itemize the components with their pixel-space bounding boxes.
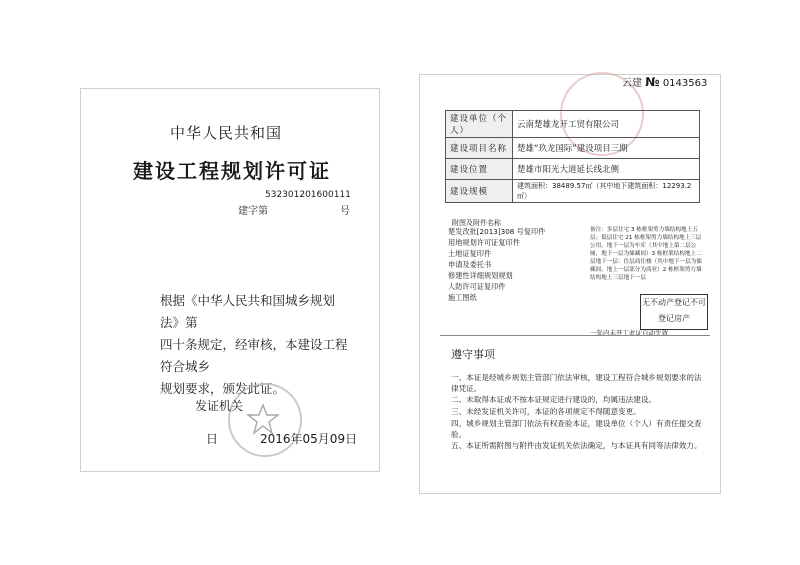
notice-rule: 四、城乡规划主管部门依法有权查验本证，建设单位（个人）有责任提交查验。 <box>451 419 702 439</box>
row-value: 云南楚雄龙开工贸有限公司 <box>513 111 700 138</box>
certificate-number: 532301201600111 <box>265 190 351 200</box>
row-label: 建设项目名称 <box>446 138 513 159</box>
table-row <box>446 180 700 203</box>
table-row <box>446 159 700 180</box>
issue-date: 2016年05月09日 <box>260 432 358 446</box>
table-row <box>446 111 700 138</box>
attachment-item: 用地规划许可证复印件 <box>448 238 520 247</box>
registration-stamp: 无不动产登记不可登记房产 <box>640 294 708 330</box>
project-info-table <box>445 110 700 203</box>
country-name: 中华人民共和国 <box>170 124 283 142</box>
validity-note: 一年内未开工此证自动失效 <box>590 329 668 337</box>
attachments-heading: 附图及附件名称 <box>452 219 501 227</box>
row-label: 建设规模 <box>446 180 513 203</box>
attachment-item: 人防许可证复印件 <box>448 282 506 291</box>
serial-value: 0143563 <box>662 78 708 89</box>
serial-number <box>622 74 707 89</box>
row-label: 建设位置 <box>446 159 513 180</box>
notice-title: 遵守事项 <box>451 348 495 361</box>
notice-rule: 二、未取得本证或不按本证规定进行建设的，均属违法建设。 <box>451 395 657 404</box>
body-line: 根据《中华人民共和国城乡规划法》第 <box>160 293 336 330</box>
notice-rule: 五、本证所需附图与附件由发证机关依法确定，与本证具有同等法律效力。 <box>451 441 702 450</box>
body-line: 四十条规定，经审核，本建设工程符合城乡 <box>160 337 348 374</box>
attachment-item: 修建性详细规划规划 <box>448 271 513 280</box>
remarks-note: 备注：多层住宅 3 栋框架剪力墙结构地上五层；低层住宅 21 栋框架剪力墙结构地上三层公用，地下一层为车库（其中地上第二层公厕，地下一层为储藏间）3 栋框架结构地上二层地下一层：住层商住楼（其中地下一层为储藏间，地上一层部分为商业）2 栋框架剪力墙结构地上三层地下一层 <box>590 227 702 281</box>
attachment-item: 楚发改批[2013]308 号复印件 <box>448 227 546 236</box>
table-row <box>446 138 700 159</box>
notice-rule: 一、本证是经城乡规划主管部门依法审核，建设工程符合城乡规划要求的法律凭证。 <box>451 373 702 393</box>
body-line: 规划要求，颁发此证。 <box>160 381 286 396</box>
attachment-item: 申请及委托书 <box>448 260 492 269</box>
certificate-title: 建设工程规划许可证 <box>133 159 331 183</box>
certificate-hao-label: 号 <box>340 206 350 217</box>
certificate-zi-label: 建字第 <box>238 206 268 217</box>
date-ri-label: 日 <box>206 432 219 446</box>
serial-prefix: 云建 <box>622 78 642 89</box>
divider <box>440 335 710 336</box>
row-label: 建设单位（个人） <box>446 111 513 138</box>
row-value: 楚雄“玖龙国际”建设项目三期 <box>513 138 700 159</box>
issuer-label: 发证机关 <box>195 399 244 413</box>
serial-symbol: № <box>645 75 660 89</box>
row-value: 建筑面积：38489.57㎡（其中地下建筑面积：12293.2㎡） <box>513 180 700 203</box>
attachment-item: 土地证复印件 <box>448 249 492 258</box>
notice-rule: 三、未经发证机关许可，本证的各项规定不得随意变更。 <box>451 407 641 416</box>
row-value: 楚雄市阳光大道延长线北侧 <box>513 159 700 180</box>
attachment-item: 施工图纸 <box>448 293 477 302</box>
